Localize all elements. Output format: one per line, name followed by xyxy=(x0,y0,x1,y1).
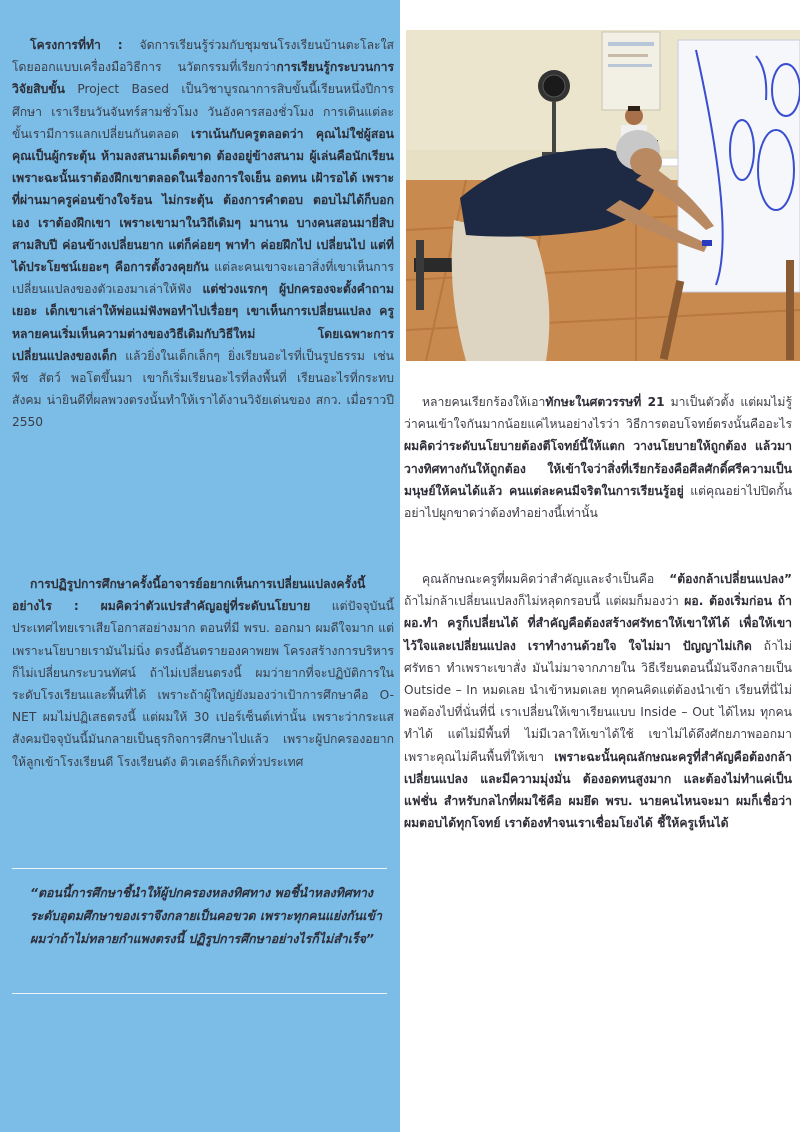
para4-text-segment: ถ้าไม่กล้าเปลี่ยนแปลงก็ไม่หลุดกรอบนี้ แต่ผมก็มองว่า xyxy=(404,594,685,609)
project-paragraph xyxy=(12,34,394,434)
para1-text-segment: Project Based เป็นวิชาบูรณาการสิบขั้นนี้เรียนหนึ่งปีการศึกษา เราเรียนวันจันทร์สามชั่วโมง วันอังคารสองชั่วโมง การเดินแต่ละขั้นเรามีการแลกเปลี่ยนกันตลอด xyxy=(12,82,394,141)
reform-paragraph xyxy=(12,573,394,773)
skills-paragraph xyxy=(404,391,792,524)
para3-text-segment: มาเป็นตัวตั้ง แต่ผมไม่รู้ว่าคนเข้าใจกันมากน้อยแค่ไหนอย่างไรว่า วิธีการตอบโจทย์ตรงนั้นคืออะไร xyxy=(404,395,792,432)
para3-text-segment: หลายคนเรียกร้องให้เอา xyxy=(422,395,546,409)
para3-text-segment: แต่คุณอย่าไปปิดกั้น อย่าไปผูกขาดว่าต้องทำอย่างนี้เท่านั้น xyxy=(404,483,793,521)
photo-teacher-drawing-on-flipchart xyxy=(406,30,800,361)
para1-text-segment: โครงการที่ทำ : xyxy=(30,38,140,52)
para1-text-segment: เราเน้นกับครูตลอดว่า คุณไม่ใช่ผู้สอน คุณเป็นผู้กระตุ้น ห้ามลงสนามเด็ดขาด ต้องอยู่ข้างสนาม ผู้เล่นคือนักเรียน เพราะฉะนั้นเราต้องฝึกเขาตลอดในเรื่องการใจเย็น อดทน เฝ้ารอได้ เพราะที่ผ่านมาครูค่อนข้างใจร้อน ไม่กระตุ้น ต้องการคำตอบ ตอบไม่ได้ก็บอกเอง เราต้องฝึกเขา เพราะเขามาในวิถีเดิมๆ มานาน บางคนสอนมายี่สิบสามสิบปี ค่อนข้างเปลี่ยนยาก แต่ก็ค่อยๆ พาทำ ค่อยฝึกไป เปลี่ยนไป แต่ที่ได้ประโยชน์เยอะๆ คือการตั้งวงคุยกัน xyxy=(12,126,394,275)
para4-text-segment: คุณลักษณะครูที่ผมคิดว่าสำคัญและจำเป็นคือ xyxy=(422,572,670,586)
right-column xyxy=(404,0,800,1132)
para1-text-segment: แล้วยิ่งในเด็กเล็กๆ ยิ่งเรียนอะไรที่เป็นรูปธรรม เช่น พืช สัตว์ พอโตขึ้นมา เขาก็เริ่มเรียนอะไรที่ลงพื้นที่ เรียนอะไรที่กระทบสังคม น่ายินดีที่ผลพวงตรงนั้นทำให้เราได้งานวิจัยเด่นของ สกว. เมื่อราวปี 2550 xyxy=(12,348,394,430)
para1-text-segment: แต่ช่วงแรกๆ ผู้ปกครองจะตั้งคำถามเยอะ เด็กเขาเล่าให้พ่อแม่ฟังพอทำไปเรื่อยๆ เขาเห็นการเปลี่ยนแปลง ครูหลายคนเริ่มเห็นความต่างของวิธีเดิมกับวิธีใหม่ โดยเฉพาะการเปลี่ยนแปลงของเด็ก xyxy=(12,282,394,363)
para1-text-segment: จัดการเรียนรู้ร่วมกับชุมชนโรงเรียนบ้านตะโละใส โดยออกแบบเครื่องมือวิธีการ นวัตกรรมที่เรียกว่า xyxy=(12,38,394,75)
para3-text-segment: ผมคิดว่าระดับนโยบายต้องตีโจทย์นี้ให้แตก วางนโยบายให้ถูกต้อง แล้วมาวางทิศทางกันให้ถูกต้อง ให้เข้าใจว่าสิ่งที่เรียกร้องคือศีลศักดิ์ศรีความเป็นมนุษย์ให้คนได้แล้ว คนแต่ละคนมีจริตในการเรียนรู้อยู่ xyxy=(404,439,792,498)
para4-text-segment: เพราะฉะนั้นคุณลักษณะครูที่สำคัญคือต้องกล้าเปลี่ยนแปลง และมีความมุ่งมั่น ต้องอดทนสูงมาก และต้องไม่ทำแค่เป็นแฟชั่น สำหรับกลไกที่ผมใช้คือ ผมยึด พรบ. นายคนไหนจะมา ผมก็เชื่อว่าผมตอบได้ทุกโจทย์ เราต้องทำจนเราเชื่อมโยงได้ ชี้ให้ครูเห็นได้ xyxy=(404,749,792,831)
para4-text-segment: “ต้องกล้าเปลี่ยนแปลง” xyxy=(669,572,792,586)
para1-text-segment: การเรียนรู้กระบวนการวิจัยสิบขั้น xyxy=(12,60,394,97)
para4-text-segment: ถ้าไม่ศรัทธา ทำเพราะเขาสั่ง มันไม่มาจากภายใน วิธีเรียนตอนนี้มันจึงกลายเป็น Outside – In หมดเลย นำเข้าหมดเลย ทุกคนคิดแต่ต้องนำเข้า เรียนที่นี่ไม่พอต้องไปที่นั่นที่นี่ เราเปลี่ยนให้เขาเรียนแบบ Inside – Out ได้ไหม ทุกคนทำได้ แต่ไม่มีพื้นที่ ไม่มีเวลาให้เขาได้ใช้ เขาไม่ได้ดึงศักยภาพออกมา เพราะคุณไม่คืนพื้นที่ให้เขา xyxy=(404,638,792,764)
para4-text-segment: ผอ. ต้องเริ่มก่อน ถ้า ผอ.ทำ ครูก็เปลี่ยนได้ ที่สำคัญคือต้องสร้างศรัทธาให้เขาให้ได้ เพื่อให้เขาไว้ใจและเปลี่ยนแปลง เราทำงานด้วยใจ ใจไม่มา ปัญญาไม่เกิด xyxy=(404,594,792,653)
pull-quote xyxy=(12,868,387,994)
para3-text-segment: ทักษะในศตวรรษที่ 21 xyxy=(545,395,665,409)
para1-text-segment: แต่ละคนเขาจะเอาสิ่งที่เขาเห็นการเปลี่ยนแปลงของตัวเองมาเล่าให้ฟัง xyxy=(12,260,394,297)
pull-quote-text: “ตอนนี้การศึกษาชี้นำให้ผู้ปกครองหลงทิศทาง พอชี้นำหลงทิศทาง ระดับอุดมศึกษาของเราจึงกลายเป็นคอขวด เพราะทุกคนแย่งกันเข้า ผมว่าถ้าไม่ทลายกำแพงตรงนี้ ปฏิรูปการศึกษาอย่างไรก็ไม่สำเร็จ” xyxy=(30,885,382,946)
para2-text-segment: การปฏิรูปการศึกษาครั้งนี้อาจารย์อยากเห็นการเปลี่ยนแปลงครั้งนี้อย่างไร : ผมคิดว่าตัวแปรสำคัญอยู่ที่ระดับนโยบาย xyxy=(12,577,366,614)
teacher-qualities-paragraph xyxy=(404,568,792,834)
para2-text-segment: แต่ปัจจุบันนี้ประเทศไทยเราเสียโอกาสอย่างมาก ตอนที่มี พรบ. ออกมา ผมดีใจมาก แต่เพราะนโยบายเรามันไม่นิ่ง ตรงนี้อันตรายองคาพยพ โครงสร้างการบริหารก็ไม่เปลี่ยนกระบวนทัศน์ ถ้าไม่เปลี่ยนตรงนี้ ผมว่ายากที่จะปฏิบัติการในระดับโรงเรียนและพื้นที่ได้ เพราะถ้าผู้ใหญ่ยังมองว่าเป้าการศึกษาคือ O-NET ผมไม่ปฏิเสธตรงนี้ แต่ผมให้ 30 เปอร์เซ็นต์เท่านั้น เพราะว่ากระแสสังคมปัจจุบันนี้มันกลายเป็นธุรกิจการศึกษาไปแล้ว เพราะผู้ปกครองอยากให้ลูกเข้าโรงเรียนดี โรงเรียนดัง ติวเตอร์ก็เกิดทั่วประเทศ xyxy=(12,599,394,769)
